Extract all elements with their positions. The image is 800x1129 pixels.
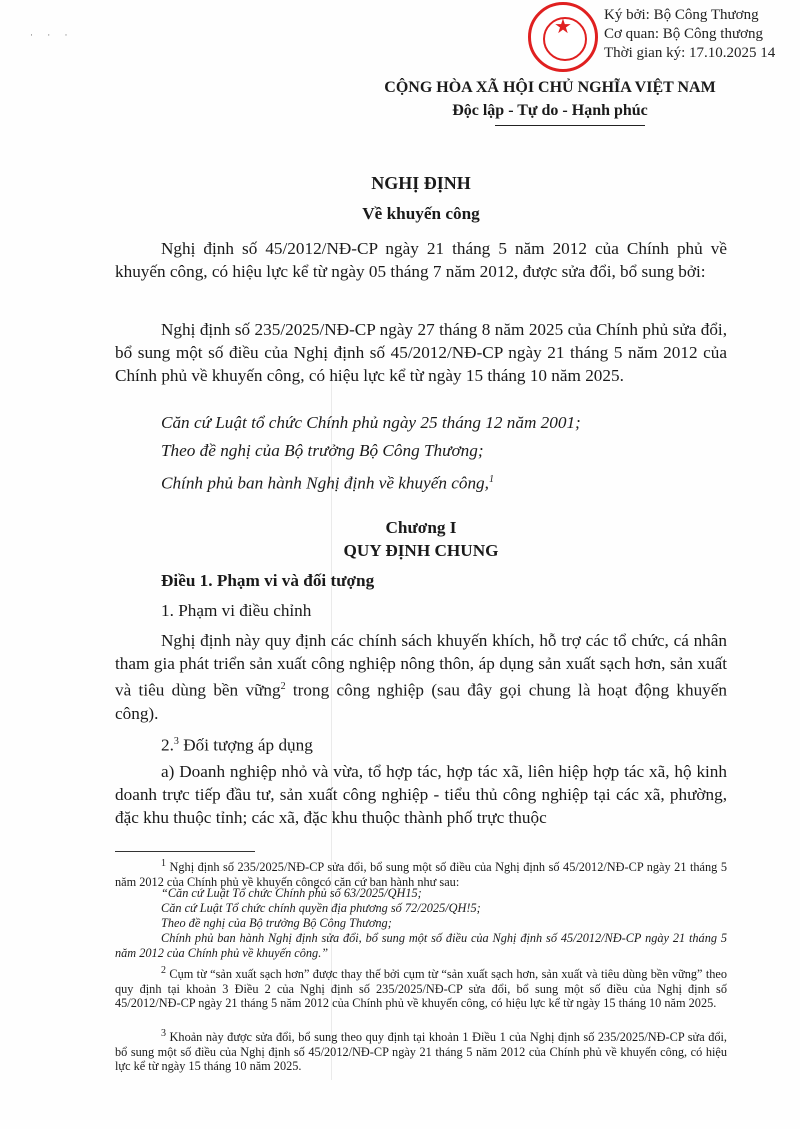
legal-basis: Theo đề nghị của Bộ trưởng Bộ Công Thương;: [161, 441, 484, 460]
document-subtitle: Về khuyến công: [362, 204, 480, 223]
national-title: CỘNG HÒA XÃ HỘI CHỦ NGHĨA VIỆT NAM: [384, 79, 716, 96]
intro-paragraph: Nghị định số 45/2012/NĐ-CP ngày 21 tháng 5 năm 2012 của Chính phủ về khuyến công, có hiệu lực kể từ ngày 05 tháng 7 năm 2012, được sửa đổi, bổ sung bởi:: [115, 239, 727, 281]
header-underline: [495, 125, 645, 126]
footnote-2: $^2$ Cụm từ “sản xuất sạch hơn” được thay thế bởi cụm từ “sản xuất sạch hơn, sản xuất và tiêu dùng bền vững” theo quy định tại khoản 3 Điều 2 của Nghị định số 235/2025/NĐ-CP sửa đổi, bổ sung một số điều của Nghị định số 45/2012/NĐ-CP ngày 21 tháng 5 năm 2012 của Chính phủ về khuyến công, có hiệu lực kể từ ngày 15 tháng 10 năm 2025.: [115, 965, 727, 1011]
clause-heading: 2.$^3$ Đối tượng áp dụng: [161, 735, 313, 755]
clause-text: Nghị định này quy định các chính sách khuyến khích, hỗ trợ các tổ chức, cá nhân tham gia phát triển sản xuất công nghiệp nông thôn, áp dụng sản xuất sạch hơn, sản xuất và tiêu dùng bền vững$^2$ trong công nghiệp (sau đây gọi chung là hoạt động khuyến công).: [115, 631, 727, 723]
chapter-number: Chương I: [385, 518, 457, 537]
clause-heading: 1. Phạm vi điều chỉnh: [161, 601, 312, 620]
footnote-quote: “Căn cứ Luật Tổ chức Chính phủ số 63/2025/QH15;: [161, 886, 422, 900]
signed-by: Ký bởi: Bộ Công Thương: [604, 7, 759, 23]
footnote-ref[interactable]: 2: [280, 681, 286, 692]
footnote-3: $^3$ Khoản này được sửa đổi, bổ sung theo quy định tại khoản 1 Điều 1 của Nghị định số 235/2025/NĐ-CP sửa đổi, bổ sung một số điều của Nghị định số 45/2012/NĐ-CP ngày 21 tháng 5 năm 2012 của Chính phủ về khuyến công, có hiệu lực kể từ ngày 15 tháng 10 năm 2025.: [115, 1028, 727, 1074]
digital-signature: [604, 6, 775, 63]
scan-noise: · · ·: [30, 30, 74, 40]
chapter-title: QUY ĐỊNH CHUNG: [343, 541, 499, 560]
article-heading: Điều 1. Phạm vi và đối tượng: [161, 571, 375, 590]
signing-time: Thời gian ký: 17.10.2025 14: [604, 45, 776, 61]
footnote-quote: Chính phủ ban hành Nghị định sửa đổi, bổ sung một số điều của Nghị định số 45/2012/NĐ-CP ngày 21 tháng 5 năm 2012 của Chính phủ về khuyến công.”: [115, 931, 727, 960]
signing-agency: Cơ quan: Bộ Công thương: [604, 26, 764, 42]
legal-basis: Căn cứ Luật tổ chức Chính phủ ngày 25 tháng 12 năm 2001;: [161, 413, 581, 432]
footnote-separator: [115, 851, 255, 852]
footnote-1: $^1$ Nghị định số 235/2025/NĐ-CP sửa đổi, bổ sung một số điều của Nghị định số 45/2012/NĐ-CP ngày 21 tháng 5 năm 2012 của Chính phủ về khuyến côngcó căn cứ ban hành như sau:: [115, 858, 727, 889]
clause-text: a) Doanh nghiệp nhỏ và vừa, tổ hợp tác, hợp tác xã, liên hiệp hợp tác xã, hộ kinh doanh trực tiếp đầu tư, sản xuất công nghiệp - tiểu thủ công nghiệp tại các xã, phường, đặc khu thuộc tỉnh; các xã, đặc khu thuộc thành phố trực thuộc: [115, 762, 727, 827]
footnote-quote: Căn cứ Luật Tổ chức chính quyền địa phương số 72/2025/QH!5;: [161, 901, 481, 915]
footnote-ref[interactable]: 1: [488, 474, 494, 485]
footnote-ref[interactable]: 3: [173, 736, 179, 747]
legal-basis: Chính phủ ban hành Nghị định về khuyến công,$^1$: [161, 473, 494, 493]
document-title: NGHỊ ĐỊNH: [371, 173, 471, 193]
national-motto: Độc lập - Tự do - Hạnh phúc: [452, 102, 648, 119]
footnote-quote: Theo đề nghị của Bộ trưởng Bộ Công Thương;: [161, 916, 392, 930]
intro-paragraph: Nghị định số 235/2025/NĐ-CP ngày 27 tháng 8 năm 2025 của Chính phủ sửa đổi, bổ sung một số điều của Nghị định số 45/2012/NĐ-CP ngày 21 tháng 5 năm 2012 của Chính phủ về khuyến công, có hiệu lực kể từ ngày 15 tháng 10 năm 2025.: [115, 320, 727, 385]
state-emblem-seal: ★: [528, 2, 598, 72]
